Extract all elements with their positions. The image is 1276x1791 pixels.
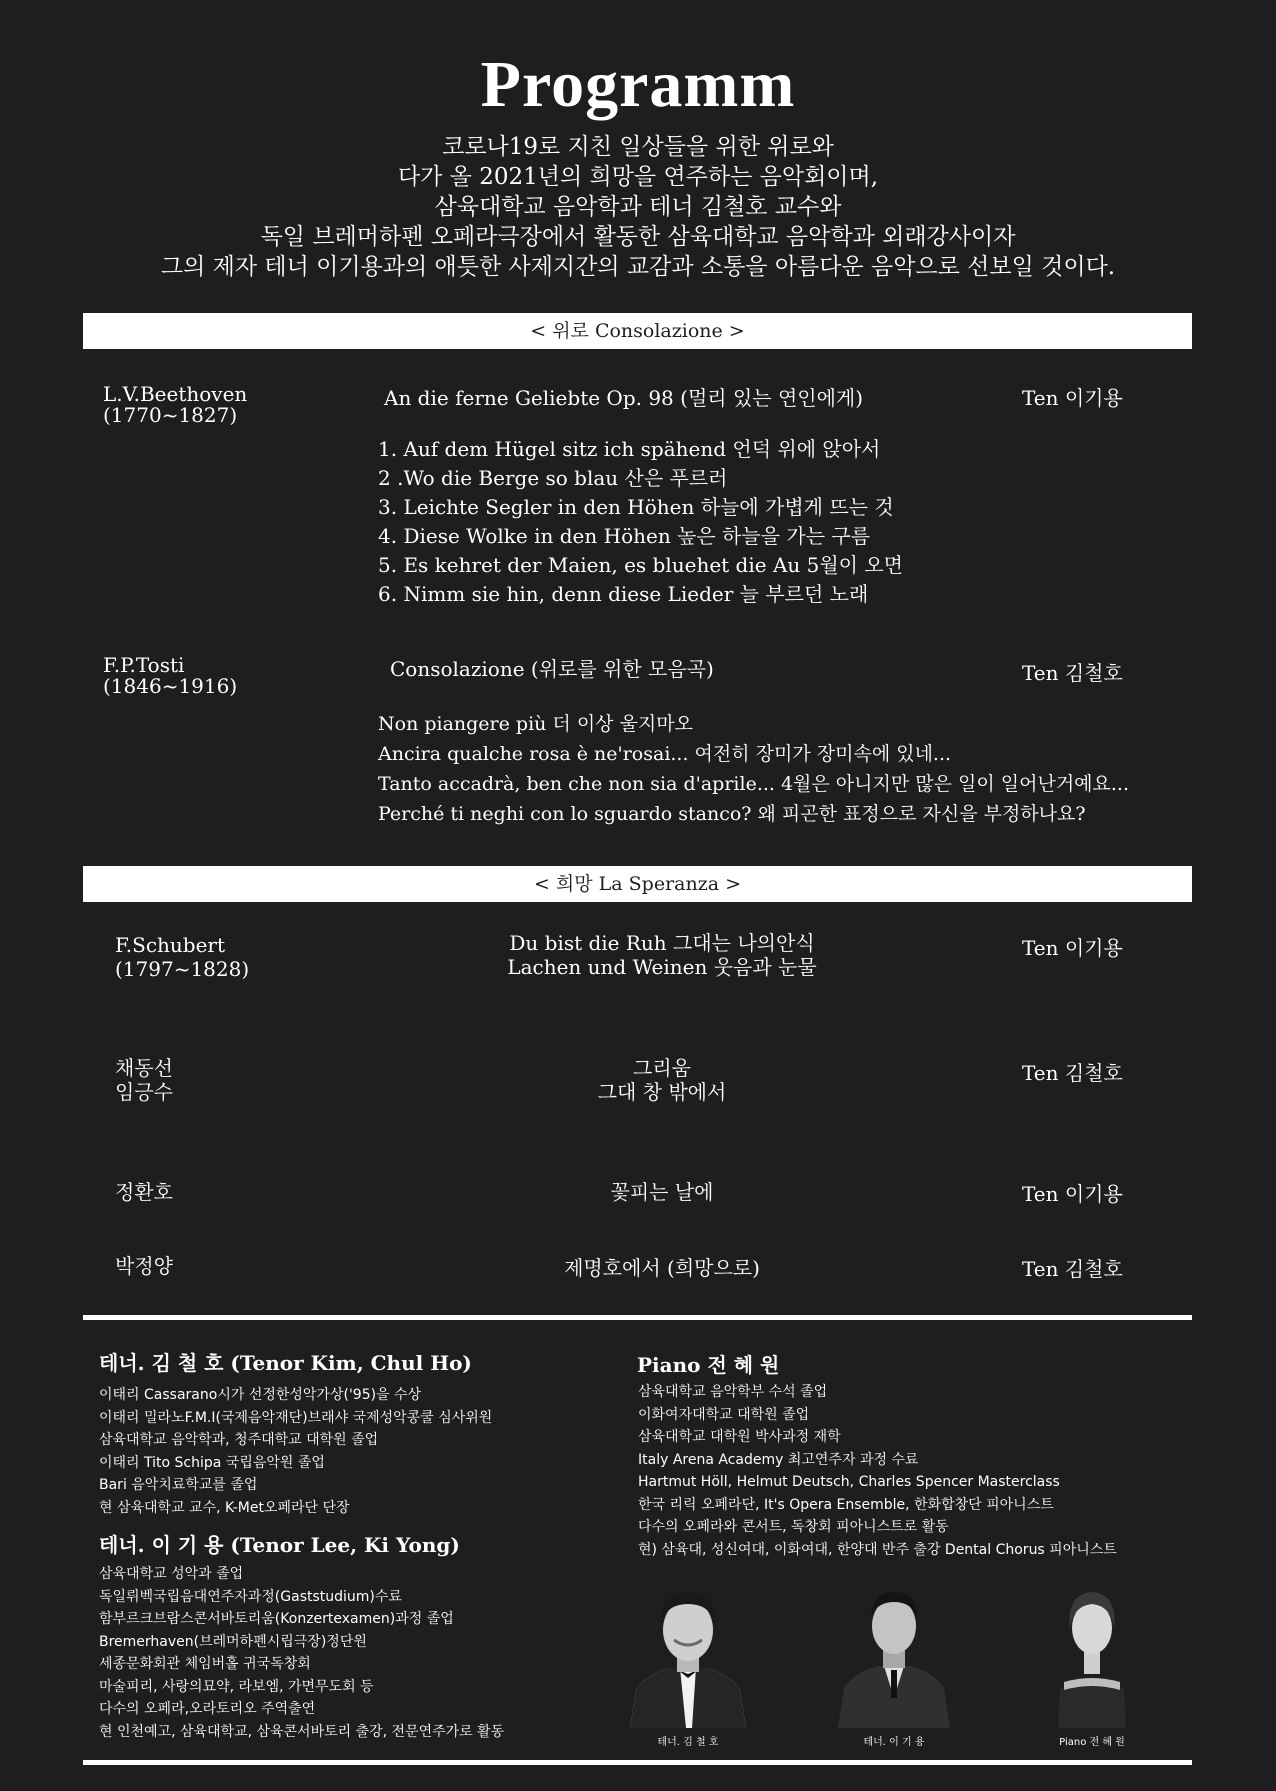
composer-name: 임긍수 [115, 1080, 173, 1104]
work-title: 꽃피는 날에 [610, 1180, 714, 1204]
portrait-pianist-jeon-icon [1030, 1578, 1154, 1728]
performer: Ten 이기용 [1022, 1182, 1123, 1206]
bio-line: 함부르크브람스콘서바토리움(Konzertexamen)과정 졸업 [99, 1611, 454, 1627]
composer-schubert [115, 933, 249, 981]
intro-line: 다가 올 2021년의 희망을 연주하는 음악회이며, [397, 164, 879, 190]
composer-dates: (1846~1916) [103, 674, 238, 698]
work-title: 제명호에서 (희망으로) [564, 1256, 760, 1280]
performer: Ten 김철호 [1022, 1257, 1123, 1281]
bio-line: Bremerhaven(브레머하펜시립극장)정단원 [99, 1633, 367, 1650]
bio-heading-lee: 테너. 이 기 용 (Tenor Lee, Ki Yong) [99, 1533, 460, 1557]
composer-name: F.P.Tosti [103, 653, 185, 677]
bio-line: 마술피리, 사랑의묘약, 라보엠, 가면무도회 등 [99, 1678, 374, 1695]
song-item: Tanto accadrà, ben che non sia d'aprile... 4월은 아니지만 많은 일이 일어난거예요... [378, 773, 1130, 795]
bio-line: 다수의 오페라,오라토리오 주역출연 [99, 1701, 316, 1717]
bio-list-kim [99, 1384, 492, 1519]
composer-name: F.Schubert [115, 933, 226, 957]
portrait-tenor-lee-icon [832, 1578, 956, 1728]
song-item: 1. Auf dem Hügel sitz ich spähend 언덕 위에 앉아서 [378, 437, 881, 461]
work-title: Lachen und Weinen 웃음과 눈물 [507, 955, 817, 979]
divider-bottom [83, 1760, 1192, 1765]
bio-line: 이태리 Cassarano시가 선정한성악가상('95)을 수상 [99, 1387, 422, 1403]
intro-line: 그의 제자 테너 이기용과의 애틋한 사제지간의 교감과 소통을 아름다운 음악으로 선보일 것이다. [160, 254, 1116, 280]
bio-line: 이태리 Tito Schipa 국립음악원 졸업 [99, 1454, 325, 1471]
composer-park: 박정양 [115, 1254, 173, 1278]
intro-line: 코로나19로 지친 일상들을 위한 위로와 [442, 134, 834, 160]
bio-line: Italy Arena Academy 최고연주자 과정 수료 [638, 1451, 919, 1468]
section-consolazione-heading: < 위로 Consolazione > [83, 313, 1192, 349]
bio-line: 삼육대학교 음악학부 수석 졸업 [638, 1384, 828, 1400]
bio-line: 삼육대학교 성악과 졸업 [99, 1566, 244, 1582]
bio-line: 삼육대학교 대학원 박사과정 재학 [638, 1429, 841, 1445]
bio-line: 독일뤼벡국립음대연주자과정(Gaststudium)수료 [99, 1588, 402, 1605]
song-item: 6. Nimm sie hin, denn diese Lieder 늘 부르던 노래 [378, 582, 869, 606]
bio-line: 이화여자대학교 대학원 졸업 [638, 1406, 810, 1423]
intro-text [0, 132, 1276, 282]
performer: Ten 김철호 [1022, 661, 1123, 685]
song-item: Perché ti neghi con lo sguardo stanco? 왜 피곤한 표정으로 자신을 부정하나요? [378, 803, 1086, 825]
song-item: 2 .Wo die Berge so blau 산은 푸르러 [378, 466, 728, 490]
bio-line: 현 삼육대학교 교수, K-Met오페라단 단장 [99, 1499, 350, 1516]
work-title: 그대 창 밖에서 [597, 1080, 727, 1104]
song-item: Ancira qualche rosa è ne'rosai... 여전히 장미가 장미속에 있네... [378, 743, 952, 765]
song-item: Non piangere più 더 이상 울지마오 [378, 713, 693, 735]
intro-line: 독일 브레머하펜 오페라극장에서 활동한 삼육대학교 음악학과 외래강사이자 [260, 224, 1016, 250]
bio-list-lee [99, 1563, 504, 1743]
composer-name: L.V.Beethoven [103, 382, 248, 406]
song-list-tosti [378, 709, 1129, 829]
composer-dates: (1770~1827) [103, 403, 238, 427]
bio-line: Bari 음악치료학교를 졸업 [99, 1477, 258, 1493]
photo-caption: Piano 전 혜 원 [1059, 1737, 1125, 1748]
bio-line: 세종문화회관 체임버홀 귀국독창회 [99, 1656, 311, 1672]
photo-caption: 테너. 김 철 호 [657, 1737, 719, 1748]
section-speranza-heading: < 희망 La Speranza > [83, 866, 1192, 902]
photo-caption: 테너. 이 기 용 [863, 1737, 925, 1748]
song-item: 5. Es kehret der Maien, es bluehet die Au 5월이 오면 [378, 553, 903, 577]
performer: Ten 김철호 [1022, 1061, 1123, 1085]
bio-line: 현) 삼육대, 성신여대, 이화여대, 한양대 반주 출강 Dental Chorus 피아니스트 [638, 1541, 1117, 1558]
bio-heading-jeon: Piano 전 혜 원 [637, 1353, 780, 1377]
performer: Ten 이기용 [1022, 936, 1123, 960]
work-title: 그리움 [633, 1056, 691, 1080]
bio-line: Hartmut Höll, Helmut Deutsch, Charles Spencer Masterclass [638, 1474, 1060, 1490]
bio-line: 다수의 오페라와 콘서트, 독창회 피아니스트로 활동 [638, 1519, 949, 1535]
composer-dates: (1797~1828) [115, 957, 250, 981]
work-title: Du bist die Ruh 그대는 나의안식 [509, 931, 815, 955]
work-title: Consolazione (위로를 위한 모음곡) [390, 657, 714, 681]
intro-line: 삼육대학교 음악학과 테너 김철호 교수와 [434, 194, 842, 220]
portrait-tenor-kim-icon [626, 1578, 750, 1728]
song-item: 4. Diese Wolke in den Höhen 높은 하늘을 가는 구름 [378, 524, 871, 548]
bio-line: 삼육대학교 음악학과, 청주대학교 대학원 졸업 [99, 1432, 379, 1448]
song-item: 3. Leichte Segler in den Höhen 하늘에 가볍게 뜨는 것 [378, 495, 894, 519]
work-titles [412, 1056, 912, 1104]
bio-line: 이태리 밀라노F.M.I(국제음악재단)브래샤 국제성악콩쿨 심사위원 [99, 1409, 493, 1426]
bio-list-jeon [638, 1381, 1117, 1561]
song-list-beethoven [378, 435, 903, 609]
divider-top [83, 1315, 1192, 1320]
composers-chae-im [115, 1056, 173, 1104]
bio-line: 한국 리릭 오페라단, It's Opera Ensemble, 한화합창단 피아니스트 [638, 1496, 1054, 1513]
bio-line: 현 인천예고, 삼육대학교, 삼육콘서바토리 출강, 전문연주가로 활동 [99, 1723, 505, 1740]
bio-heading-kim: 테너. 김 철 호 (Tenor Kim, Chul Ho) [99, 1351, 472, 1375]
composer-name: 채동선 [115, 1056, 173, 1080]
work-titles [412, 931, 912, 979]
performer: Ten 이기용 [1022, 386, 1123, 410]
page-title: Programm [480, 48, 796, 121]
work-title: An die ferne Geliebte Op. 98 (멀리 있는 연인에게) [384, 386, 864, 410]
composer-jung: 정환호 [115, 1180, 173, 1204]
composer-tosti [103, 655, 237, 697]
composer-beethoven [103, 384, 247, 426]
